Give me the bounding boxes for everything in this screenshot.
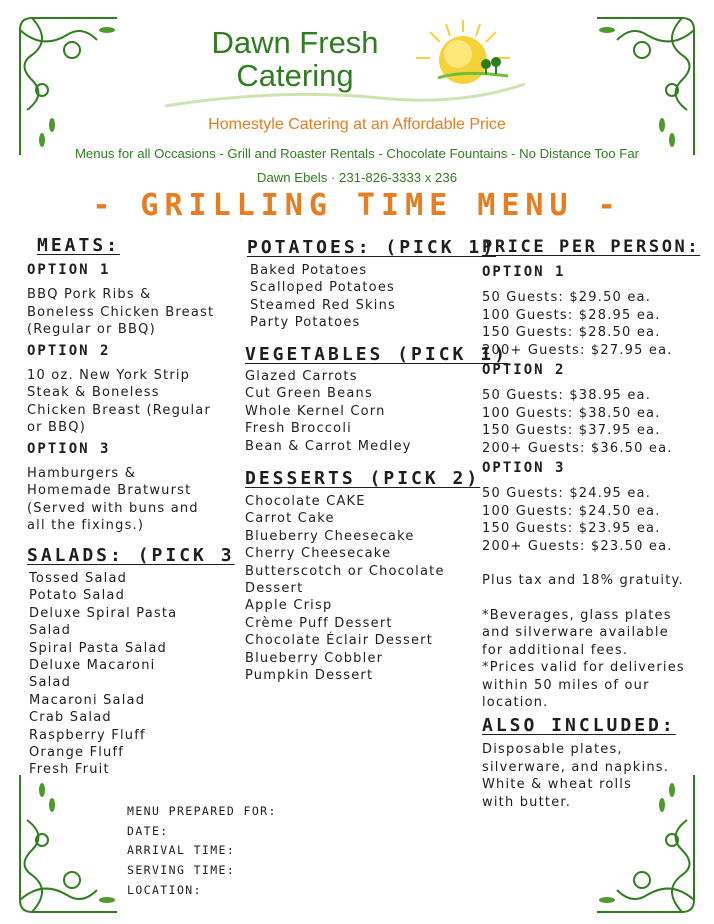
meats-heading: MEATS:: [37, 235, 121, 256]
meat-option-label: OPTION 2: [27, 342, 111, 359]
location-label: LOCATION:: [127, 882, 202, 897]
meat-option-line: or BBQ): [27, 420, 86, 435]
pricing-note-line: for additional fees.: [482, 642, 629, 658]
also-included-line: White & wheat rolls: [482, 777, 633, 792]
salad-item: Fresh Fruit: [29, 762, 110, 778]
meat-option-line: Hamburgers &: [27, 465, 137, 481]
menu-title: - GRILLING TIME MENU -: [92, 188, 622, 223]
dessert-item: Blueberry Cobbler: [245, 650, 384, 666]
vegetable-item: Bean & Carrot Medley: [245, 438, 412, 454]
desserts-list: [245, 493, 475, 684]
salad-item: Deluxe Spiral Pasta: [29, 605, 178, 621]
meat-option-line: Homemade Bratwurst: [27, 483, 192, 498]
vegetable-item: Glazed Carrots: [245, 369, 358, 384]
vegetable-item: Whole Kernel Corn: [245, 403, 386, 419]
vegetable-item: Fresh Broccoli: [245, 421, 352, 437]
desserts-heading: DESSERTS (PICK 2): [245, 468, 481, 489]
tagline: Homestyle Catering at an Affordable Price: [208, 116, 506, 133]
arrival-time-label: ARRIVAL TIME:: [127, 843, 236, 858]
price-line: 100 Guests: $38.50 ea.: [482, 405, 661, 421]
salad-item: Tossed Salad: [29, 571, 128, 586]
pricing-note-line: location.: [482, 695, 549, 710]
price-heading: PRICE PER PERSON:: [482, 237, 701, 257]
pricing-note-line: and silverware available: [482, 625, 669, 640]
salad-item: Salad: [29, 623, 72, 639]
also-included-line: Disposable plates,: [482, 742, 623, 757]
salad-item: Macaroni Salad: [29, 692, 146, 708]
price-line: 200+ Guests: $27.95 ea.: [482, 342, 673, 358]
price-option-label: OPTION 1: [482, 264, 566, 280]
price-line: 100 Guests: $24.50 ea.: [482, 503, 661, 519]
salad-item: Spiral Pasta Salad: [29, 640, 168, 656]
price-line: 200+ Guests: $23.50 ea.: [482, 538, 673, 554]
meat-option-line: Chicken Breast (Regular: [27, 402, 211, 418]
meat-option-line: Boneless Chicken Breast: [27, 304, 215, 320]
brand-name-line2: Catering: [236, 58, 354, 93]
price-option-label: OPTION 2: [482, 362, 566, 378]
vegetables-heading: VEGETABLES (PICK 1): [245, 344, 508, 365]
pricing-note-line: *Beverages, glass plates: [482, 607, 672, 623]
salad-item: Crab Salad: [29, 710, 112, 726]
salads-list: [29, 570, 229, 779]
contact-line: Dawn Ebels · 231-826-3333 x 236: [256, 170, 458, 185]
also-included-line: with butter.: [482, 794, 572, 810]
dessert-item: Chocolate CAKE: [245, 494, 366, 509]
meats-section: [27, 262, 237, 535]
potatoes-list: [250, 262, 470, 332]
dessert-item: Cherry Cheesecake: [245, 546, 392, 562]
pricing-section: [482, 264, 702, 712]
price-line: 150 Guests: $37.95 ea.: [482, 423, 661, 438]
dessert-item: Dessert: [245, 581, 304, 597]
corner-flourish-top-right: [592, 10, 702, 160]
salad-item: Orange Fluff: [29, 745, 125, 761]
also-included-section: [482, 741, 702, 811]
prepared-for-label: MENU PREPARED FOR:: [127, 804, 277, 818]
meat-option-line: all the fixings.): [27, 518, 145, 533]
potato-item: Scalloped Potatoes: [250, 280, 395, 296]
meat-option-line: BBQ Pork Ribs &: [27, 287, 152, 302]
vegetables-list: [245, 368, 465, 455]
potato-item: Party Potatoes: [250, 315, 361, 331]
price-line: 150 Guests: $23.95 ea.: [482, 521, 661, 536]
pricing-note-line: within 50 miles of our: [482, 677, 650, 693]
serving-time-label: SERVING TIME:: [127, 863, 236, 878]
dessert-item: Carrot Cake: [245, 511, 335, 527]
potato-item: Baked Potatoes: [250, 263, 368, 278]
potatoes-heading: POTATOES: (PICK 1): [247, 237, 497, 258]
vegetable-item: Cut Green Beans: [245, 386, 373, 402]
price-line: 50 Guests: $29.50 ea.: [482, 290, 652, 305]
salad-item: Salad: [29, 675, 72, 691]
also-included-line: silverware, and napkins.: [482, 759, 670, 775]
price-line: 150 Guests: $28.50 ea.: [482, 325, 661, 340]
meat-option-label: OPTION 3: [27, 440, 111, 457]
meat-option-label: OPTION 1: [27, 262, 111, 278]
menu-prepared-block: [127, 802, 277, 901]
meat-option-line: (Regular or BBQ): [27, 322, 156, 337]
also-included-heading: ALSO INCLUDED:: [482, 715, 676, 736]
brand-name-line1: Dawn Fresh: [211, 25, 379, 60]
dessert-item: Blueberry Cheesecake: [245, 528, 415, 544]
date-label: DATE:: [127, 823, 169, 838]
dessert-item: Butterscotch or Chocolate: [245, 563, 445, 579]
dessert-item: Crème Puff Dessert: [245, 615, 393, 631]
pricing-note-line: *Prices valid for deliveries: [482, 660, 685, 675]
dessert-item: Pumpkin Dessert: [245, 668, 374, 684]
meat-option-line: (Served with buns and: [27, 500, 199, 516]
salads-heading: SALADS: (PICK 3: [27, 545, 235, 566]
corner-flourish-bottom-left: [12, 770, 122, 920]
price-line: 50 Guests: $24.95 ea.: [482, 486, 652, 501]
corner-flourish-top-left: [12, 10, 122, 160]
price-line: 100 Guests: $28.95 ea.: [482, 307, 661, 323]
meat-option-line: Steak & Boneless: [27, 385, 160, 400]
meat-option-line: 10 oz. New York Strip: [27, 367, 191, 383]
dessert-item: Chocolate Éclair Dessert: [245, 633, 433, 649]
salad-item: Raspberry Fluff: [29, 727, 146, 743]
price-option-label: OPTION 3: [482, 460, 566, 476]
salad-item: Deluxe Macaroni: [29, 658, 156, 674]
tax-note: Plus tax and 18% gratuity.: [482, 573, 684, 588]
dessert-item: Apple Crisp: [245, 598, 333, 614]
price-line: 200+ Guests: $36.50 ea.: [482, 440, 673, 456]
potato-item: Steamed Red Skins: [250, 297, 396, 313]
services-line: Menus for all Occasions - Grill and Roaster Rentals - Chocolate Fountains - No Distance Too Far: [74, 146, 640, 161]
salad-item: Potato Salad: [29, 588, 126, 604]
price-line: 50 Guests: $38.95 ea.: [482, 388, 652, 403]
brand-swoosh-decoration: [160, 76, 530, 116]
